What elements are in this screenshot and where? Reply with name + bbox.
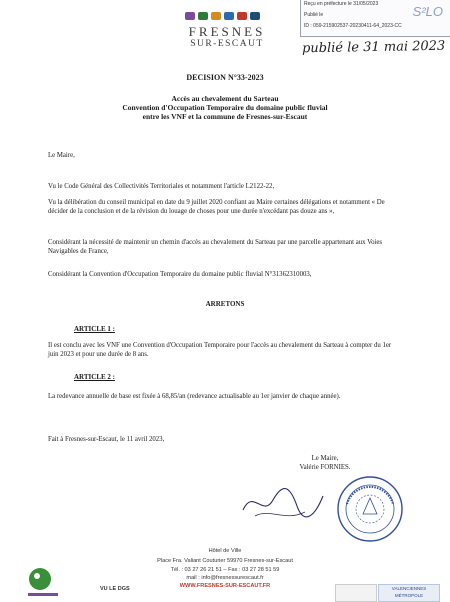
handwritten-signature xyxy=(235,478,330,528)
maire-label: Le Maire, xyxy=(48,152,75,159)
stamp-published: Publié le xyxy=(304,12,324,18)
object-line-2: Convention d'Occupation Temporaire du domaine public fluvial xyxy=(122,103,328,112)
commune-name: FRESNES xyxy=(188,24,266,39)
considerant-2: Considérant la Convention d'Occupation Temporaire du domaine public fluvial N°31362310003, xyxy=(48,271,312,278)
logo-icon-4 xyxy=(224,12,234,20)
article-2-title: ARTICLE 2 : xyxy=(74,373,115,381)
stamp-mark: S²LO xyxy=(412,4,443,19)
prefecture-stamp xyxy=(300,0,450,37)
vu-clause-2: Vu la délibération du conseil municipal en date du 9 juillet 2020 confiant au Maire certaines délégations et notamment « De décider de la conclusion et de la révision du louage de choses pour une durée n'excédant pas douze ans », xyxy=(48,199,385,215)
article-1-title: ARTICLE 1 : xyxy=(74,325,115,333)
valenciennes-metropole-logo: VALENCIENNES MÉTROPOLE xyxy=(378,584,440,602)
object-line-1: Accès au chevalement du Sarteau xyxy=(171,94,279,103)
partner-logos-strip xyxy=(185,12,265,21)
object-line-3: entre les VNF et la commune de Fresnes-sur-Escaut xyxy=(142,112,308,121)
dgs-mark: VU LE DGS xyxy=(100,586,130,592)
commune-subtitle: SUR-ESCAUT xyxy=(190,39,264,49)
decision-title: DECISION N°33-2023 xyxy=(186,73,264,82)
logo-icon-2 xyxy=(198,12,208,20)
footer-email: mail : info@fresnessurescaut.fr xyxy=(186,575,264,581)
arretons-heading: ARRETONS xyxy=(205,300,245,308)
logo-icon-5 xyxy=(237,12,247,20)
place-date: Fait à Fresnes-sur-Escaut, le 11 avril 2023, xyxy=(48,436,165,443)
partner-logo-icon xyxy=(335,584,377,602)
stamp-id: ID : 059-215902537-20230411-64_2023-CC xyxy=(304,23,402,29)
article-1-text: Il est conclu avec les VNF une Convention d'Occupation Temporaire pour l'accès au chevalement du Sarteau à compter du 1er juin 2023 et pour une durée de 8 ans. xyxy=(48,342,392,358)
logo-icon-1 xyxy=(185,12,195,20)
article-2-text: La redevance annuelle de base est fixée à 68,85/an (redevance actualisable au 1er janvier de chaque année). xyxy=(48,393,341,400)
handwritten-published-note: publié le 31 mai 2023 xyxy=(301,38,446,57)
logo-icon-6 xyxy=(250,12,260,20)
logo-icon-3 xyxy=(211,12,221,20)
mayor-name: Valérie FORNIES. xyxy=(299,464,351,471)
footer-hotel-de-ville: Hôtel de Ville xyxy=(208,548,242,554)
mayor-title: Le Maire, xyxy=(311,455,339,462)
vu-clause-1: Vu le Code Général des Collectivités Territoriales et notamment l'article L2122-22, xyxy=(48,183,275,190)
footer-address: Place Fra. Valiant Couturier 59970 Fresnes-sur-Escaut xyxy=(157,558,293,564)
stamp-received: Reçu en préfecture le 31/05/2023 xyxy=(304,1,379,7)
considerant-1: Considérant la nécessité de maintenir un chemin d'accès au chevalement du Sarteau par une parcelle appartenant aux Voies Navigables de France, xyxy=(48,239,383,255)
official-seal-icon xyxy=(335,474,405,544)
footer-phone-fax: Tél. : 03 27 26 21 51 – Fax : 03 27 28 51 59 xyxy=(170,567,280,573)
footer-website-link[interactable]: WWW.FRESNES-SUR-ESCAUT.FR xyxy=(179,583,271,589)
